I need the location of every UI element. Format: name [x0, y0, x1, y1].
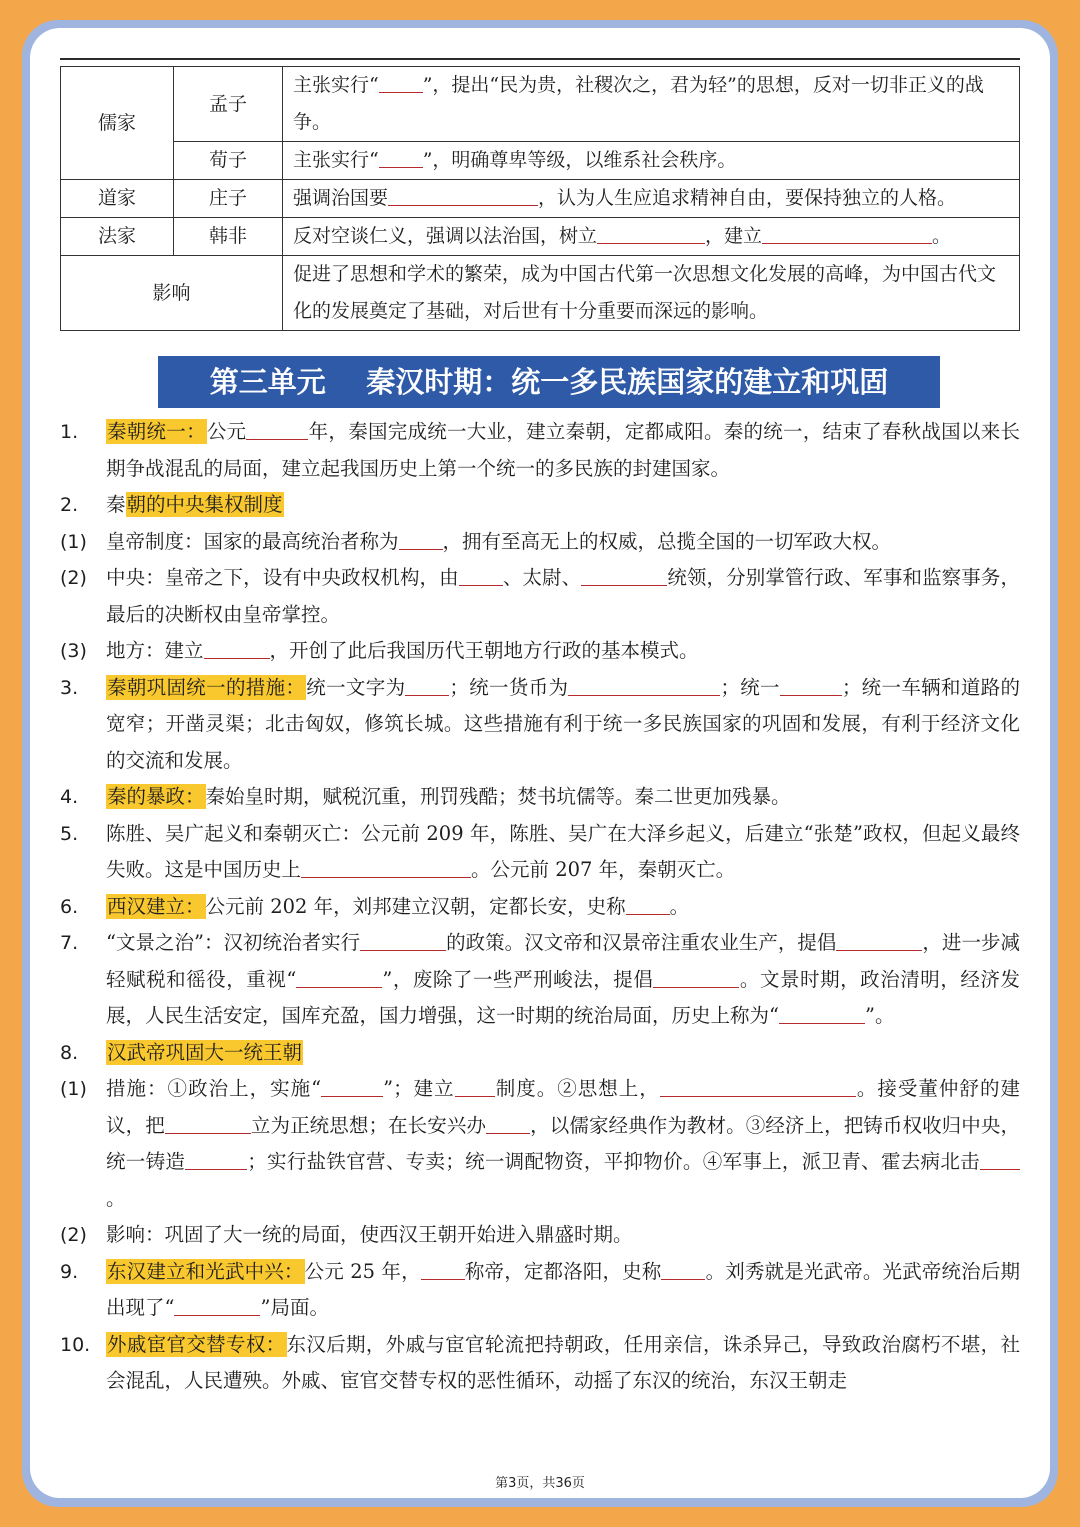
list-item: 2. 秦朝的中央集权制度 — [60, 493, 283, 516]
school-fajia: 法家 — [61, 218, 174, 256]
unit-banner — [158, 356, 940, 408]
highlight-label: 西汉建立： — [107, 894, 205, 918]
highlight-label: 外戚宦官交替专权： — [107, 1332, 286, 1356]
person-zhuangzi: 庄子 — [174, 180, 283, 218]
list-item: 7. “文景之治”：汉初统治者实行 的政策。汉文帝和汉景帝注重农业生产，提倡 ，进一步减轻赋税和徭役，重视“ ”，废除了一些严刑峻法，提倡 。文景时期，政治清明，经济发展，人民生活安定，国库充盈，国力增强，这一时期的统治局面，历史上称为“ ”。 — [60, 931, 1020, 1027]
page-number: 第3页，共36页 — [495, 1476, 585, 1491]
list-item: 8. 汉武帝巩固大一统王朝 — [60, 1040, 303, 1064]
list-item: 6. 西汉建立：公元前 202 年，刘邦建立汉朝，定都长安，史称 。 — [60, 894, 690, 918]
list-item: (2) 中央：皇帝之下，设有中央政权机构，由 、太尉、 统领，分别掌管行政、军事和监察事务，最后的决断权由皇帝掌控。 — [60, 566, 1020, 626]
highlight-label: 秦的暴政： — [107, 785, 205, 808]
desc-mengzi: 主张实行“ ”，提出“民为贵，社稷次之，君为轻”的思想，反对一切非正义的战争。 — [283, 67, 1020, 142]
highlight-label: 秦朝巩固统一的措施： — [107, 675, 306, 699]
list-item: (3) 地方：建立 ，开创了此后我国历代王朝地方行政的基本模式。 — [60, 639, 699, 662]
school-daojia: 道家 — [61, 180, 174, 218]
document-page — [30, 28, 1050, 1498]
row-yingxiang: 影响 — [61, 256, 283, 331]
highlight-label: 汉武帝巩固大一统王朝 — [107, 1040, 303, 1064]
list-item: 1. 秦朝统一：公元 年，秦国完成统一大业，建立秦朝，定都咸阳。秦的统一，结束了春秋战国以来长期争战混乱的局面，建立起我国历史上第一个统一的多民族的封建国家。 — [60, 420, 1020, 480]
unit-title: 秦汉时期：统一多民族国家的建立和巩固 — [366, 365, 889, 399]
person-xunzi: 荀子 — [174, 142, 283, 180]
list-item: 5. 陈胜、吴广起义和秦朝灭亡：公元前 209 年，陈胜、吴广在大泽乡起义，后建立“张楚”政权，但起义最终失败。这是中国历史上 。公元前 207 年，秦朝灭亡。 — [60, 821, 1020, 881]
list-item: 4. 秦的暴政：秦始皇时期，赋税沉重，刑罚残酷；焚书坑儒等。秦二世更加残暴。 — [60, 785, 791, 808]
list-item: 3. 秦朝巩固统一的措施：统一文字为 ；统一货币为 ；统一 ；统一车辆和道路的宽窄；开凿灵渠；北击匈奴，修筑长城。这些措施有利于统一多民族国家的巩固和发展，有利于经济文化的交流和发展。 — [60, 675, 1020, 772]
unit-label: 第三单元 — [209, 365, 326, 399]
desc-xunzi: 主张实行“ ”，明确尊卑等级，以维系社会秩序。 — [283, 142, 1020, 180]
desc-hanfei: 反对空谈仁义，强调以法治国，树立 ，建立 。 — [283, 218, 1020, 256]
list-item: (2) 影响：巩固了大一统的局面，使西汉王朝开始进入鼎盛时期。 — [60, 1223, 633, 1246]
list-item: 10. 外戚宦官交替专权：东汉后期，外戚与宦官轮流把持朝政，任用亲信，诛杀异己，导致政治腐朽不堪，社会混乱，人民遭殃。外戚、宦官交替专权的恶性循环，动摇了东汉的统治，东汉王朝走 — [60, 1332, 1020, 1392]
list-item: (1) 措施：①政治上，实施“ ”；建立 制度。②思想上， 。接受董仲舒的建议，把 立为正统思想；在长安兴办 ，以儒家经典作为教材。③经济上，把铸币权收归中央，统一铸造 ；实行盐铁官营、专卖；统一调配物资，平抑物价。④军事上，派卫青、霍去病北击。 — [60, 1077, 1020, 1210]
list-item: (1) 皇帝制度：国家的最高统治者称为 ，拥有至高无上的权威，总揽全国的一切军政大权。 — [60, 529, 892, 553]
highlight-label: 东汉建立和光武中兴： — [107, 1259, 304, 1283]
schools-table — [60, 66, 1020, 331]
highlight-label: 秦朝统一： — [107, 420, 206, 443]
school-rujia: 儒家 — [61, 67, 174, 180]
person-hanfei: 韩非 — [174, 218, 283, 256]
list-item: 9. 东汉建立和光武中兴：公元 25 年， 称帝，定都洛阳，史称 。刘秀就是光武帝。光武帝统治后期出现了“ ”局面。 — [60, 1259, 1020, 1319]
highlight-label: 朝的中央集权制度 — [126, 493, 283, 516]
person-mengzi: 孟子 — [174, 67, 283, 142]
notes-content — [60, 414, 1020, 1400]
top-rule — [60, 58, 1020, 60]
desc-yingxiang: 促进了思想和学术的繁荣，成为中国古代第一次思想文化发展的高峰，为中国古代文化的发展奠定了基础，对后世有十分重要而深远的影响。 — [283, 256, 1020, 331]
desc-zhuangzi: 强调治国要 ，认为人生应追求精神自由，要保持独立的人格。 — [283, 180, 1020, 218]
